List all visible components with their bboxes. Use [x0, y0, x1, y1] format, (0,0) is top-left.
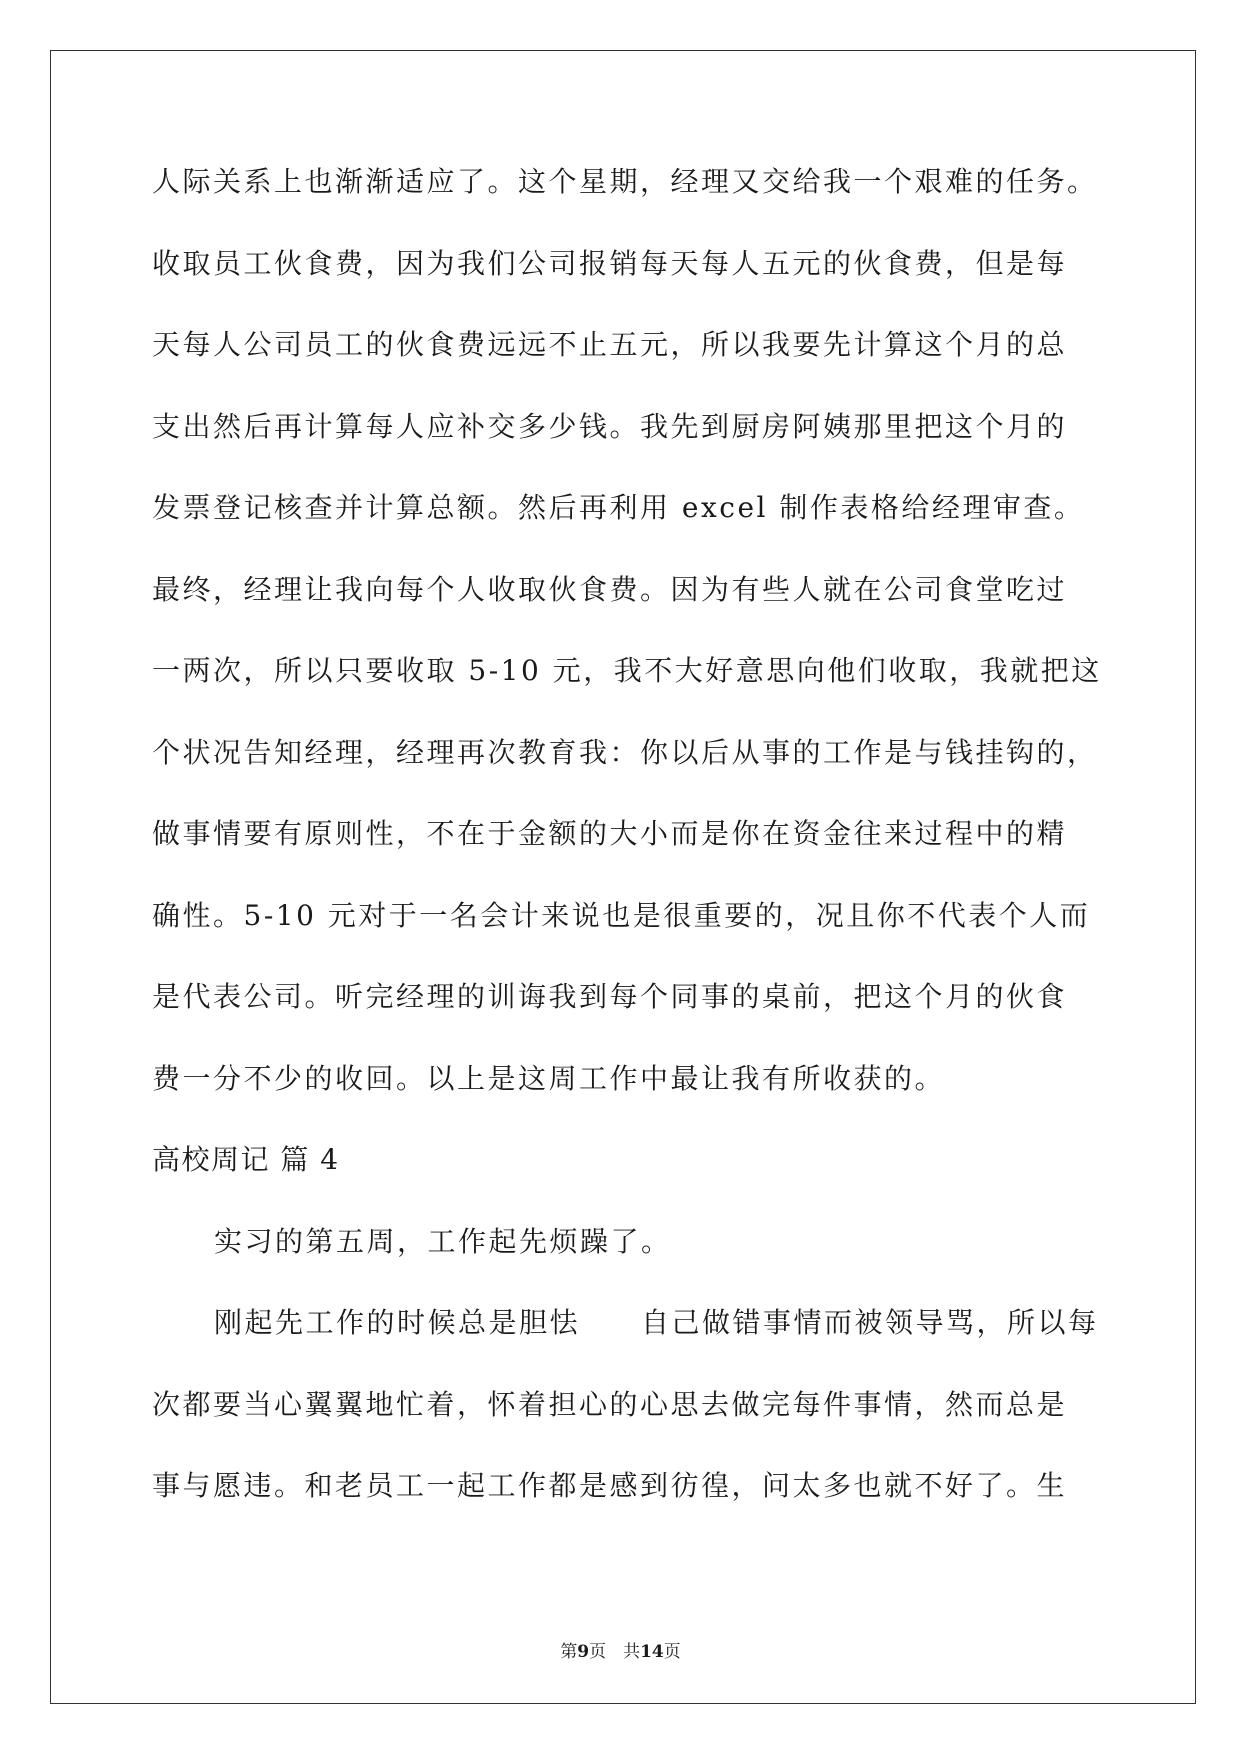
total-page-count: 14 [640, 1642, 664, 1662]
paragraph-line: 是代表公司。听完经理的训诲我到每个同事的桌前，把这个月的伙食 [152, 980, 1068, 1013]
paragraph-line: 发票登记核查并计算总额。然后再利用 excel 制作表格给经理审查。 [152, 491, 1085, 524]
paragraph-line: 刚起先工作的时候总是胆怯 自己做错事情而被领导骂，所以每 [214, 1306, 1099, 1339]
document-body [152, 162, 1102, 1548]
paragraph-line: 人际关系上也渐渐适应了。这个星期，经理又交给我一个艰难的任务。 [152, 165, 1098, 198]
paragraph-line: 个状况告知经理，经理再次教育我：你以后从事的工作是与钱挂钩的， [152, 735, 1098, 769]
paragraph-line: 次都要当心翼翼地忙着，怀着担心的心思去做完每件事情，然而总是 [152, 1387, 1068, 1421]
paragraph-line: 最终，经理让我向每个人收取伙食费。因为有些人就在公司食堂吃过 [152, 572, 1068, 606]
paragraph-line: 一两次，所以只要收取 5-10 元，我不大好意思向他们收取，我就把这 [152, 654, 1102, 687]
section-heading: 高校周记 篇 4 [152, 1143, 340, 1176]
paragraph-line: 确性。5-10 元对于一名会计来说也是很重要的，况且你不代表个人而 [152, 898, 1091, 932]
paragraph-line: 做事情要有原则性，不在于金额的大小而是你在资金往来过程中的精 [152, 817, 1068, 850]
paragraph-line: 费一分不少的收回。以上是这周工作中最让我有所收获的。 [152, 1061, 946, 1095]
paragraph-line: 收取员工伙食费，因为我们公司报销每天每人五元的伙食费，但是每 [152, 246, 1068, 280]
paragraph-line: 支出然后再计算每人应补交多少钱。我先到厨房阿姨那里把这个月的 [152, 409, 1068, 443]
footer-prefix: 第 [560, 1642, 578, 1662]
paragraph-line: 实习的第五周，工作起先烦躁了。 [214, 1224, 672, 1258]
paragraph-line: 天每人公司员工的伙食费远远不止五元，所以我要先计算这个月的总 [152, 328, 1068, 361]
footer-suffix: 页 [663, 1642, 681, 1662]
paragraph-line: 事与愿违。和老员工一起工作都是感到彷徨，问太多也就不好了。生 [152, 1469, 1068, 1502]
footer-middle: 页 共 [589, 1642, 641, 1662]
current-page-number: 9 [577, 1642, 590, 1662]
page-footer [0, 1637, 1241, 1662]
